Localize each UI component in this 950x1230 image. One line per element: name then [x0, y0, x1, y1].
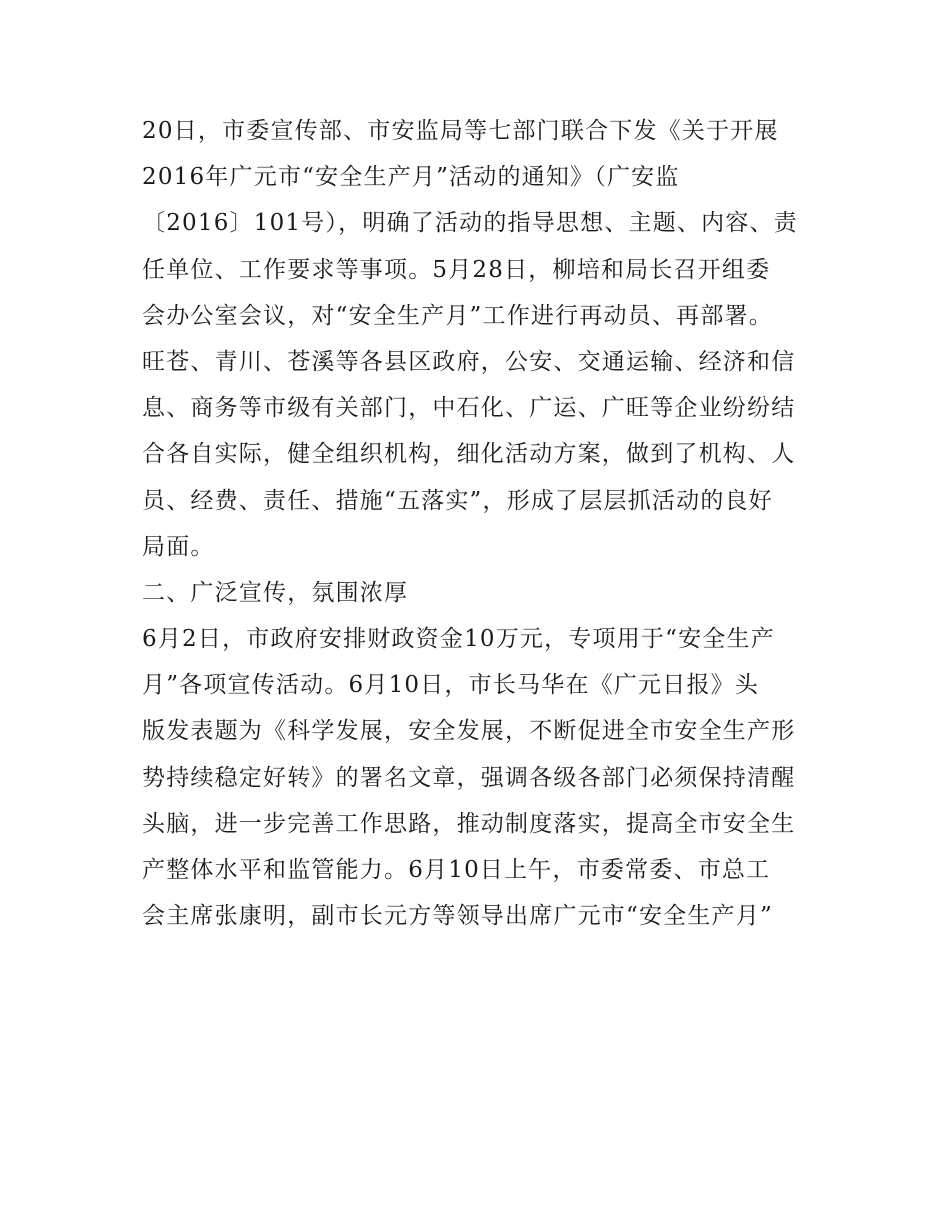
text-line: 头脑，进一步完善工作思路，推动制度落实，提高全市安全生 [142, 810, 796, 837]
text-line: 任单位、工作要求等事项。5月28日，柳培和局长召开组委 [142, 256, 771, 283]
text-line: 产整体水平和监管能力。6月10日上午，市委常委、市总工 [142, 857, 771, 883]
text-line: 息、商务等市级有关部门，中石化、广运、广旺等企业纷纷结 [142, 395, 796, 422]
document-body [142, 108, 822, 939]
section-heading: 二、广泛宣传，氛围浓厚 [142, 579, 409, 606]
text-line: 会办公室会议，对“安全生产月”工作进行再动员、再部署。 [142, 302, 773, 329]
text-line: 6月2日，市政府安排财政资金10万元，专项用于“安全生产 [142, 626, 775, 653]
text-line: 旺苍、青川、苍溪等各县区政府，公安、交通运输、经济和信 [142, 348, 796, 375]
text-line: 20日，市委宣传部、市安监局等七部门联合下发《关于开展 [142, 118, 779, 144]
text-line: 势持续稳定好转》的署名文章，强调各级各部门必须保持清醒 [142, 764, 796, 791]
text-line: 局面。 [142, 533, 215, 560]
text-line: 版发表题为《科学发展，安全发展，不断促进全市安全生产形 [142, 718, 796, 745]
text-line: 员、经费、责任、措施“五落实”，形成了层层抓活动的良好 [142, 487, 773, 514]
text-line: 合各自实际，健全组织机构，细化活动方案，做到了机构、人 [142, 441, 796, 468]
text-line: 2016年广元市“安全生产月”活动的通知》（广安监 [142, 164, 680, 191]
text-line: 月”各项宣传活动。6月10日，市长马华在《广元日报》头 [142, 672, 760, 699]
text-line: 〔2016〕101号），明确了活动的指导思想、主题、内容、责 [142, 210, 798, 237]
text-line: 会主席张康明，副市长元方等领导出席广元市“安全生产月” [142, 903, 773, 930]
